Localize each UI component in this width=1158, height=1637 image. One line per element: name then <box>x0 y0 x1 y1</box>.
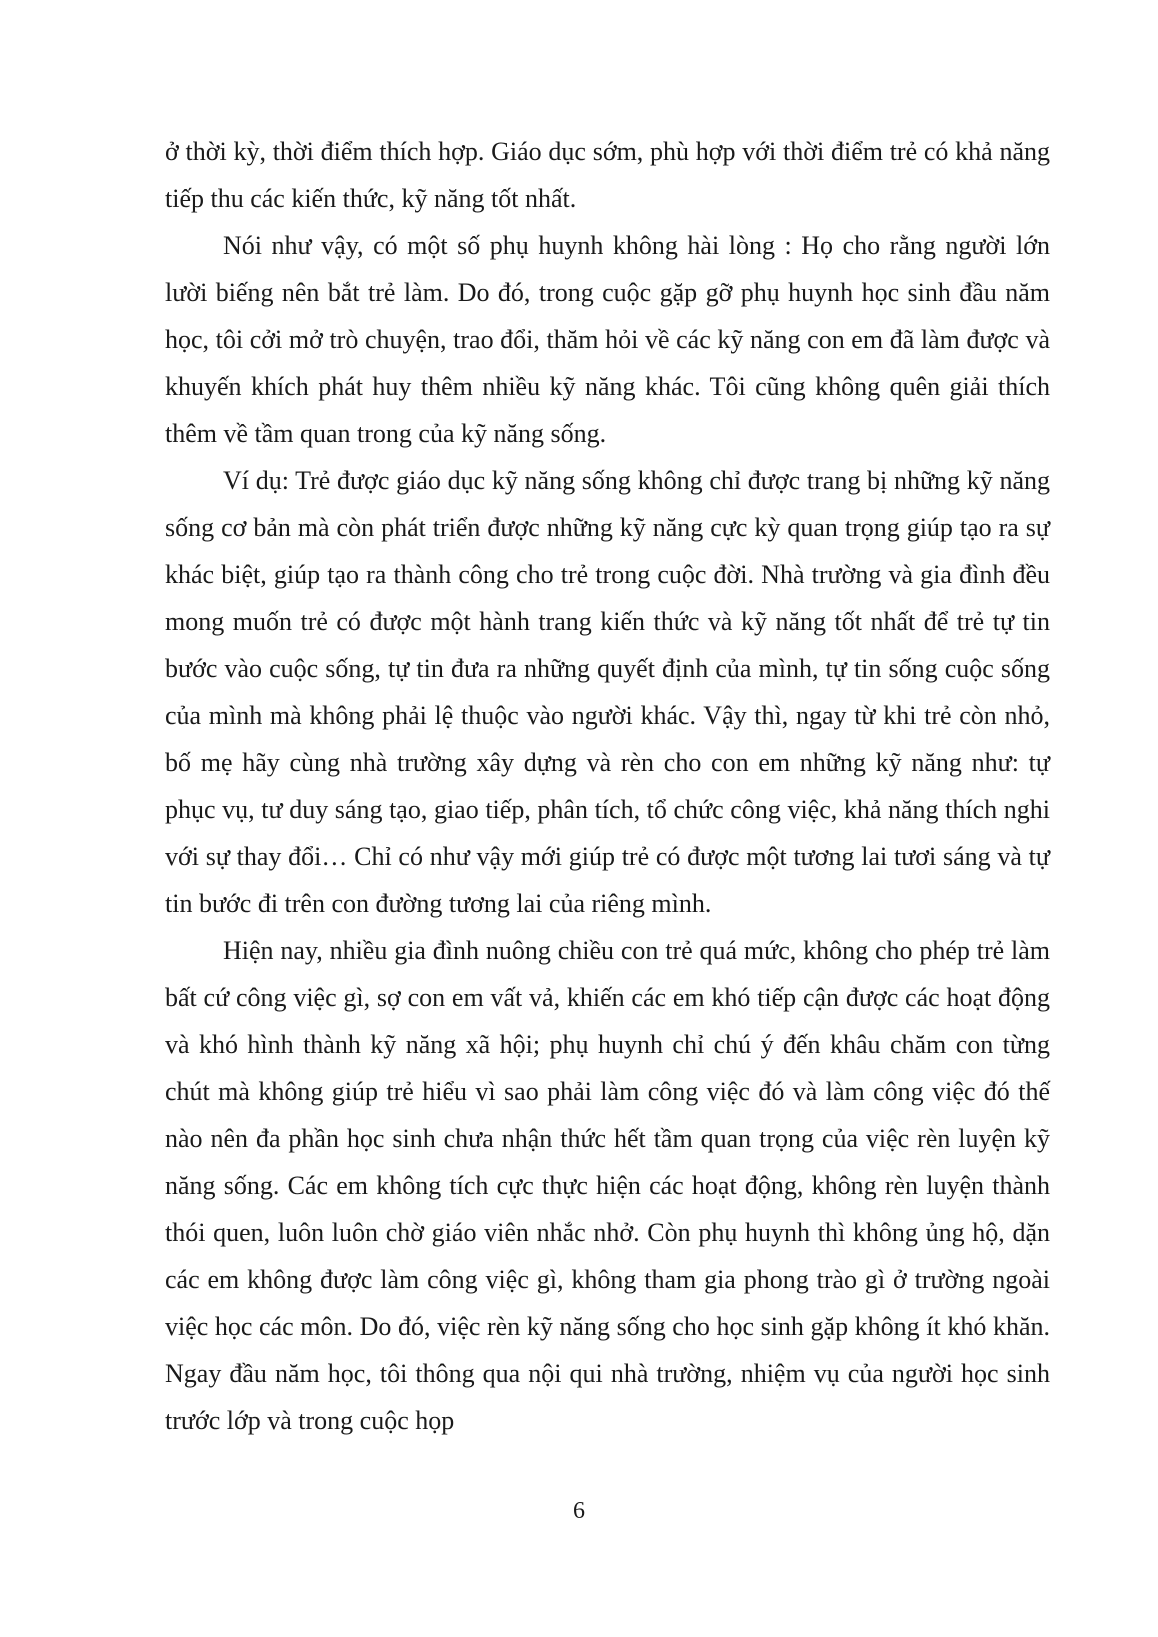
body-text <box>165 128 1050 1444</box>
paragraph-continuation: ở thời kỳ, thời điểm thích hợp. Giáo dục sớm, phù hợp với thời điểm trẻ có khả năng tiếp thu các kiến thức, kỹ năng tốt nhất. <box>165 137 1050 213</box>
paragraph-current-situation: Hiện nay, nhiều gia đình nuông chiều con trẻ quá mức, không cho phép trẻ làm bất cứ công việc gì, sợ con em vất vả, khiến các em khó tiếp cận được các hoạt động và khó hình thành kỹ năng xã hội; phụ huynh chỉ chú ý đến khâu chăm con từng chút mà không giúp trẻ hiểu vì sao phải làm công việc đó và làm công việc đó thế nào nên đa phần học sinh chưa nhận thức hết tầm quan trọng của việc rèn luyện kỹ năng sống. Các em không tích cực thực hiện các hoạt động, không rèn luyện thành thói quen, luôn luôn chờ giáo viên nhắc nhở. Còn phụ huynh thì không ủng hộ, dặn các em không được làm công việc gì, không tham gia phong trào gì ở trường ngoài việc học các môn. Do đó, việc rèn kỹ năng sống cho học sinh gặp không ít khó khăn. Ngay đầu năm học, tôi thông qua nội qui nhà trường, nhiệm vụ của người học sinh trước lớp và trong cuộc họp <box>165 936 1050 1435</box>
page-number: 6 <box>573 1498 585 1524</box>
paragraph-example: Ví dụ: Trẻ được giáo dục kỹ năng sống không chỉ được trang bị những kỹ năng sống cơ bản mà còn phát triển được những kỹ năng cực kỳ quan trọng giúp tạo ra sự khác biệt, giúp tạo ra thành công cho trẻ trong cuộc đời. Nhà trường và gia đình đều mong muốn trẻ có được một hành trang kiến thức và kỹ năng tốt nhất để trẻ tự tin bước vào cuộc sống, tự tin đưa ra những quyết định của mình, tự tin sống cuộc sống của mình mà không phải lệ thuộc vào người khác. Vậy thì, ngay từ khi trẻ còn nhỏ, bố mẹ hãy cùng nhà trường xây dựng và rèn cho con em những kỹ năng như: tự phục vụ, tư duy sáng tạo, giao tiếp, phân tích, tổ chức công việc, khả năng thích nghi với sự thay đổi… Chỉ có như vậy mới giúp trẻ có được một tương lai tươi sáng và tự tin bước đi trên con đường tương lai của riêng mình. <box>165 466 1050 918</box>
paragraph-parent-concerns: Nói như vậy, có một số phụ huynh không hài lòng : Họ cho rằng người lớn lười biếng nên bắt trẻ làm. Do đó, trong cuộc gặp gỡ phụ huynh học sinh đầu năm học, tôi cởi mở trò chuyện, trao đổi, thăm hỏi về các kỹ năng con em đã làm được và khuyến khích phát huy thêm nhiều kỹ năng khác. Tôi cũng không quên giải thích thêm về tầm quan trong của kỹ năng sống. <box>165 231 1050 448</box>
